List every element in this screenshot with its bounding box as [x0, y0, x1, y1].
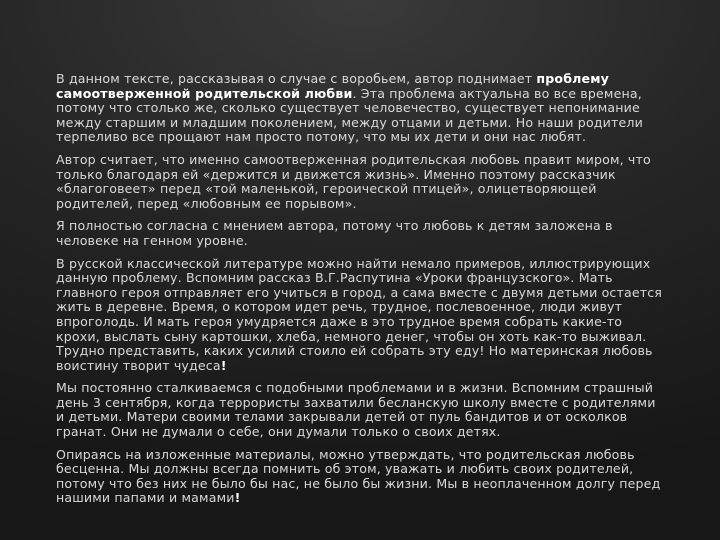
- paragraph-problem: [56, 72, 666, 145]
- paragraph-author-position: [56, 153, 666, 211]
- text-run: В данном тексте, рассказывая о случае с воробьем, автор поднимает: [56, 71, 537, 86]
- bold-problem-phrase: проблему самоотверженной родительской любви: [56, 71, 610, 101]
- text-run: . Эта проблема актуальна во все времена, потому что столько же, сколько существует человечество, существует непонимание между старшим и младшим поколением, между отцами и детьми. Но наши родители терпеливо все прощают нам просто потому, что мы их дети и они нас любят.: [56, 85, 643, 145]
- text-run: Мы постоянно сталкиваемся с подобными проблемами и в жизни. Вспомним страшный день 3 сентября, когда террористы захватили бесланскую школу вместе с родителями и детьми. Матери своими телами закрывали детей от пуль бандитов и от осколков гранат. Они не думали о себе, они думали только о своих детях.: [56, 380, 656, 440]
- text-run: Опираясь на изложенные материалы, можно утверждать, что родительская любовь бесценна. Мы должны всегда помнить об этом, уважать и любить своих родителей, потому что без них не было бы нас, не было бы жизни. Мы в неоплаченном долгу перед нашими папами и мамами: [56, 446, 661, 506]
- paragraph-conclusion: [56, 448, 666, 506]
- slide-text-body: [56, 72, 666, 514]
- paragraph-agreement: [56, 219, 666, 248]
- bold-exclamation: !: [220, 357, 227, 373]
- paragraph-life-argument: [56, 381, 666, 439]
- bold-exclamation: !: [234, 490, 241, 506]
- paragraph-literary-argument: [56, 257, 666, 374]
- text-run: Автор считает, что именно самоотверженная родительская любовь правит миром, что только благодаря ей «держится и движется жизнь». Именно поэтому рассказчик «благоговеет» перед «той маленькой, героической птицей», олицетворяющей родителей, перед «любовным ее порывом».: [56, 151, 651, 211]
- text-run: В русской классической литературе можно найти немало примеров, иллюстрирующих данную проблему. Вспомним рассказ В.Г.Распутина «Уроки французского». Мать главного героя отправляет его учиться в город, а сама вместе с двумя детьми остается жить в деревне. Время, о котором идет речь, трудное, послевоенное, люди живут впроголодь. И мать героя умудряется даже в это трудное время собрать какие-то крохи, выслать сыну картошки, хлеба, немного денег, чтобы он хоть как-то выживал. Трудно представить, каких усилий стоило ей собрать эту еду! Но материнская любовь воистину творит чудеса: [56, 255, 663, 373]
- text-run: Я полностью согласна с мнением автора, потому что любовь к детям заложена в человеке на генном уровне.: [56, 218, 613, 248]
